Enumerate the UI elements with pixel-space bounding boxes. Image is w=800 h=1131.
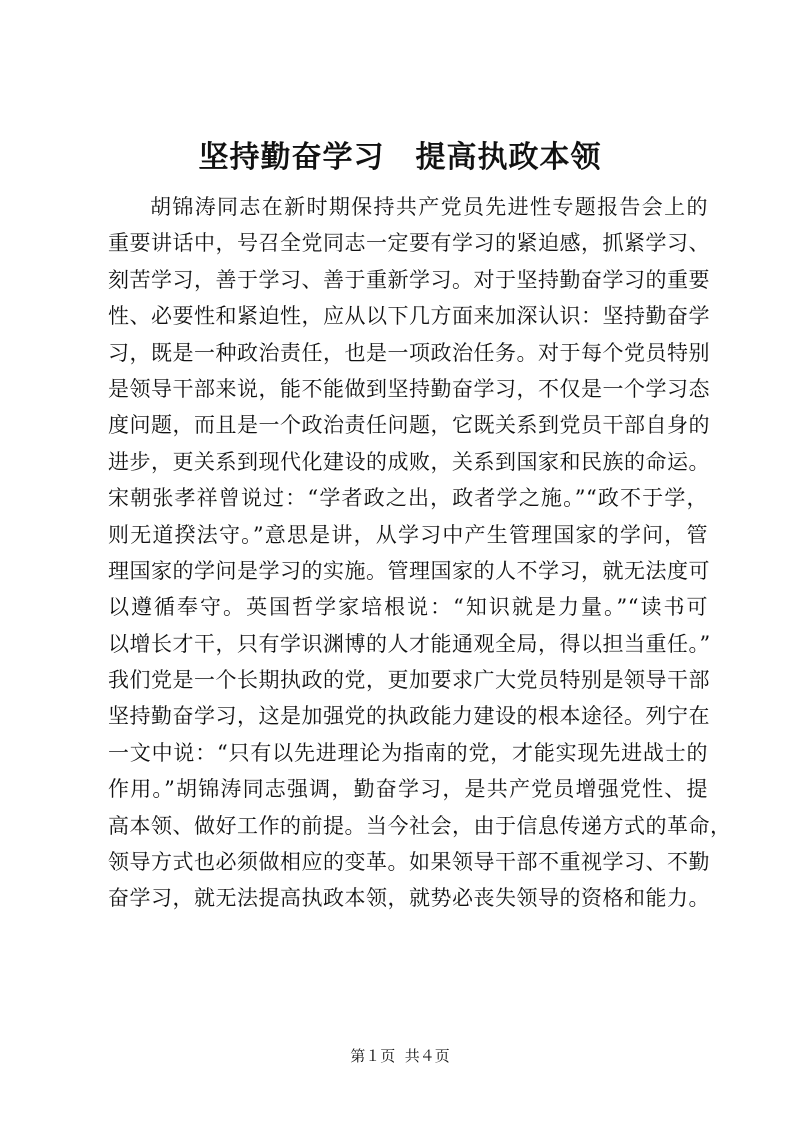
document-title: 坚持勤奋学习 提高执政本领 xyxy=(198,140,602,175)
body-text xyxy=(108,189,732,917)
paragraph-line: 习，既是一种政治责任，也是一项政治任务。对于每个党员特别 xyxy=(108,340,710,365)
paragraph-line: 性、必要性和紧迫性，应从以下几方面来加深认识：坚持勤奋学 xyxy=(108,304,710,329)
paragraph-line: 宋朝张孝祥曾说过：“学者政之出，政者学之施。”“政不于学， xyxy=(108,486,708,511)
paragraph-line: 高本领、做好工作的前提。当今社会，由于信息传递方式的革命， xyxy=(108,813,732,838)
paragraph-line: 奋学习，就无法提高执政本领，就势必丧失领导的资格和能力。 xyxy=(108,886,710,911)
paragraph-line: 是领导干部来说，能不能做到坚持勤奋学习，不仅是一个学习态 xyxy=(108,376,710,401)
paragraph-line: 坚持勤奋学习，这是加强党的执政能力建设的根本途径。列宁在 xyxy=(108,704,710,729)
paragraph-line: 进步，更关系到现代化建设的成败，关系到国家和民族的命运。 xyxy=(108,449,710,474)
paragraph-line: 重要讲话中，号召全党同志一定要有学习的紧迫感，抓紧学习、 xyxy=(108,231,710,256)
paragraph-line: 则无道揆法守。”意思是讲，从学习中产生管理国家的学问，管 xyxy=(108,522,708,547)
paragraph-line: 以增长才干，只有学识渊博的人才能通观全局，得以担当重任。” xyxy=(108,631,711,656)
paragraph-line: 刻苦学习，善于学习、善于重新学习。对于坚持勤奋学习的重要 xyxy=(108,267,710,292)
paragraph-line: 一文中说：“只有以先进理论为指南的党，才能实现先进战士的 xyxy=(108,740,708,765)
paragraph-line: 胡锦涛同志在新时期保持共产党员先进性专题报告会上的 xyxy=(150,195,708,219)
paragraph-line: 理国家的学问是学习的实施。管理国家的人不学习，就无法度可 xyxy=(108,558,710,583)
paragraph-line: 作用。”胡锦涛同志强调，勤奋学习，是共产党员增强党性、提 xyxy=(108,777,708,802)
paragraph-line: 我们党是一个长期执政的党，更加要求广大党员特别是领导干部 xyxy=(108,668,710,693)
paragraph-line: 以遵循奉守。英国哲学家培根说：“知识就是力量。”“读书可 xyxy=(108,595,708,620)
paragraph-line: 领导方式也必须做相应的变革。如果领导干部不重视学习、不勤 xyxy=(108,850,710,875)
page-number-footer: 第１页 共４页 xyxy=(350,1047,450,1065)
paragraph-line: 度问题，而且是一个政治责任问题，它既关系到党员干部自身的 xyxy=(108,413,710,438)
